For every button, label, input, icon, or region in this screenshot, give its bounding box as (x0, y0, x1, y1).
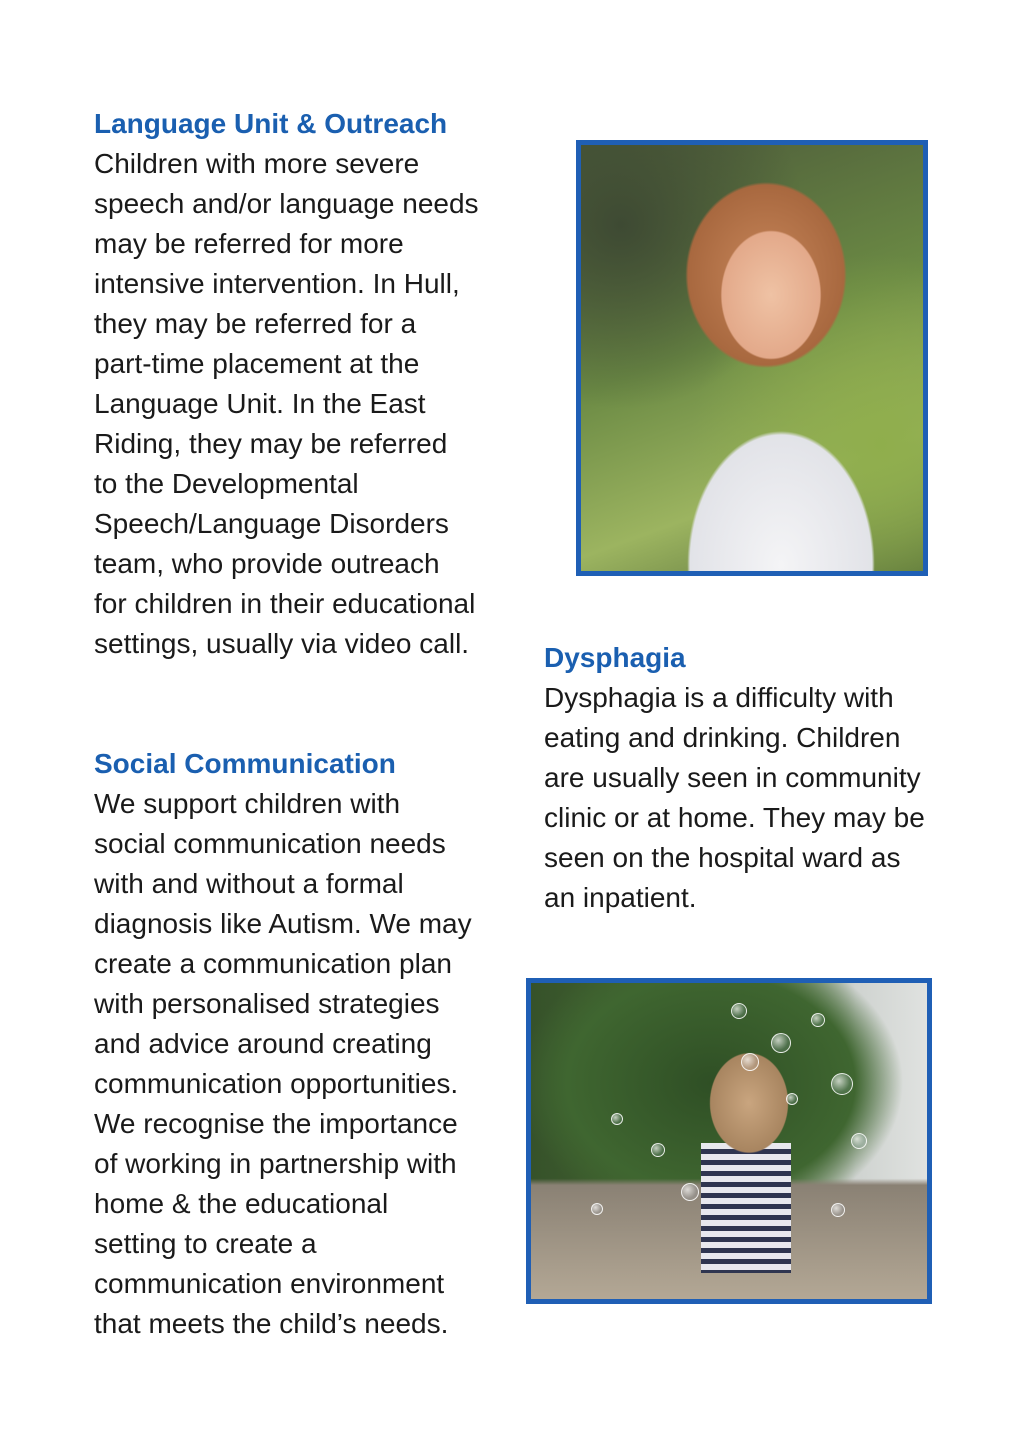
bubble-decoration (611, 1113, 623, 1125)
social-communication-heading: Social Communication (94, 748, 396, 779)
bubble-decoration (591, 1203, 603, 1215)
dysphagia-heading: Dysphagia (544, 642, 686, 673)
bubble-decoration (811, 1013, 825, 1027)
photo-girl-with-glasses (576, 140, 928, 576)
bubble-decoration (681, 1183, 699, 1201)
bubble-decoration (831, 1073, 853, 1095)
language-unit-section (94, 104, 514, 664)
bubble-decoration (851, 1133, 867, 1149)
bubble-decoration (651, 1143, 665, 1157)
dysphagia-section (544, 638, 964, 918)
bubble-decoration (831, 1203, 845, 1217)
photo-child-with-bubbles (526, 978, 932, 1304)
bubble-decoration (786, 1093, 798, 1105)
social-communication-section (94, 744, 514, 1344)
bubble-decoration (741, 1053, 759, 1071)
language-unit-body: Children with more severe speech and/or language needs may be referred for more intensive intervention. In Hull, they may be referred for a part-time placement at the Language Unit. In the East Riding, they may be referred to the Developmental Speech/Language Disorders team, who provide outreach for children in their educational settings, usually via video call. (94, 148, 479, 659)
dysphagia-body: Dysphagia is a difficulty with eating and drinking. Children are usually seen in community clinic or at home. They may be seen on the hospital ward as an inpatient. (544, 682, 925, 913)
social-communication-body: We support children with social communication needs with and without a formal diagnosis like Autism. We may create a communication plan with personalised strategies and advice around creating communication opportunities. We recognise the importance of working in partnership with home & the educational setting to create a communication environment that meets the child’s needs. (94, 788, 472, 1339)
bubble-decoration (771, 1033, 791, 1053)
bubble-decoration (731, 1003, 747, 1019)
language-unit-heading: Language Unit & Outreach (94, 108, 448, 139)
